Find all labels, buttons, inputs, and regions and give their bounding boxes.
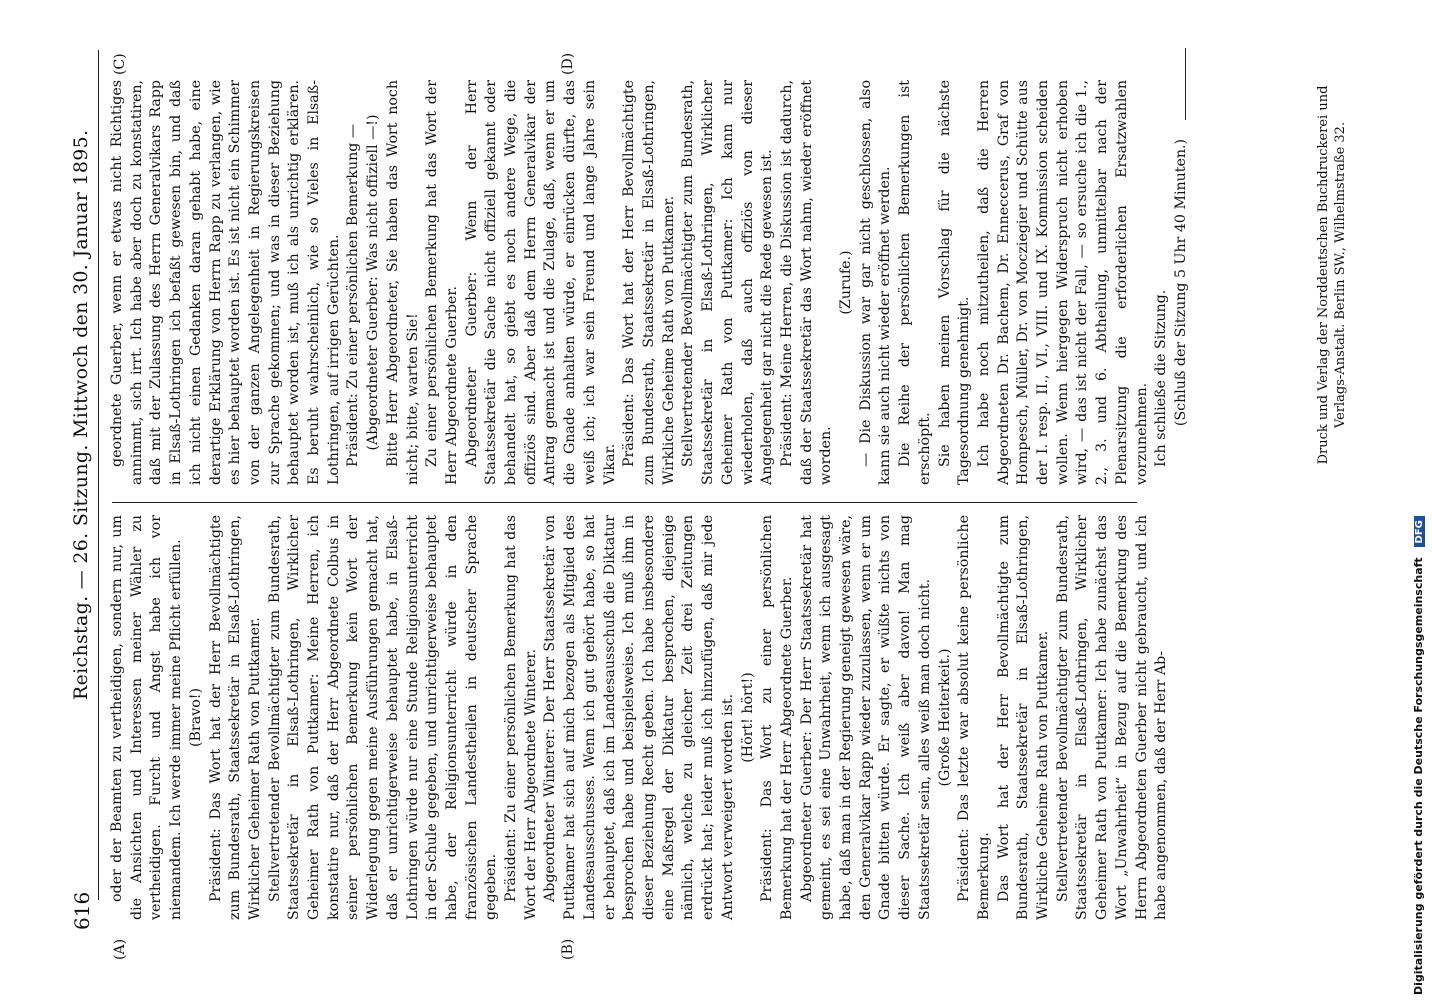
- margin-mark-a: (A): [112, 938, 128, 960]
- running-title: Reichstag. — 26. Sitzung. Mittwoch den 30. Januar 1895.: [70, 129, 92, 700]
- credit-text: Digitalisierung gefördert durch die Deutsche Forschungsgemeinschaft: [1412, 557, 1425, 995]
- left-column-paragraph: (Bravo!): [187, 688, 204, 747]
- right-column-paragraph: geordnete Guerber, wenn er etwas nicht Richtiges annimmt, sich irrt. Ich habe aber doch zu konstatiren, daß mit der Zulassung des Herrn Generalvikars Rapp in Elsaß-Lothringen ich befaßt gewesen bin, und daß ich nicht einen Gedanken daran gehabt habe, eine derartige Erklärung von Herrn Rapp zu verlangen, wie es hier behauptet worden ist. Es ist nicht ein Schimmer von der ganzen Angelegenheit in Regierungskreisen zur Sprache gekommen; und was in dieser Beziehung behauptet worden ist, muß ich als unrichtig erklären. Es beruht wahrscheinlich, wie so Vieles in Elsaß-Lothringen, auf irrigen Gerüchten.: [109, 80, 342, 485]
- margin-mark-b: (B): [560, 938, 576, 960]
- right-column-paragraph: Die Reihe der persönlichen Bemerkungen ist erschöpft.: [897, 80, 933, 485]
- left-column-paragraph: (Große Heiterkeit.): [936, 648, 953, 787]
- left-column-paragraph: Präsident: Das Wort zu einer persönlichen Bemerkung hat der Herr Abgeordnete Guerber.: [759, 515, 795, 920]
- right-column-paragraph: Präsident: Das Wort hat der Herr Bevollmächtigte zum Bundesrath, Staatssekretär in Elsaß-Lothringen, Wirkliche Geheime Rath von Puttkamer.: [621, 80, 677, 485]
- left-column-paragraph: Stellvertretender Bevollmächtigter zum Bundesrath, Staatssekretär in Elsaß-Lothringen, Wirklicher Geheimer Rath von Puttkamer: Ich habe zunächst das Wort „Unwahrheit“ in Bezug auf die Bemerkung des Herrn Abgeordneten Guerber nicht gebraucht, und ich habe angenommen, daß der Herr Ab-: [1054, 515, 1170, 920]
- left-column-paragraph: oder der Beamten zu vertheidigen, sondern nur, um die Ansichten und Interessen meiner Wähler zu vertheidigen. Furcht und Angst habe ich vor niemandem. Ich werde immer meine Pflicht erfüllen.: [109, 515, 185, 920]
- right-column-paragraph: — Die Diskussion war gar nicht geschlossen, also kann sie auch nicht wieder eröffnet werden.: [857, 80, 894, 485]
- digitization-credit: [1412, 0, 1430, 995]
- right-column-paragraph: Bitte Herr Abgeordneter, Sie haben das Wort noch nicht; bitte, warten Sie!: [384, 80, 421, 485]
- right-column-paragraph: Zu einer persönlichen Bemerkung hat das Wort der Herr Abgeordnete Guerber.: [424, 80, 460, 485]
- right-column-paragraph: Stellvertretender Bevollmächtigter zum Bundesrath, Staatssekretär in Elsaß-Lothringen, Wirklicher Geheimer Rath von Puttkamer: Ich kann nur wiederholen, daß auch offiziös von dieser Angelegenheit gar nicht die Rede gewesen ist.: [680, 80, 776, 485]
- dfg-logo: DFG: [1414, 516, 1425, 547]
- column-divider: [112, 502, 1137, 503]
- header-rule: [98, 50, 99, 900]
- right-column: [108, 80, 1192, 485]
- left-column-paragraph: Präsident: Das Wort hat der Herr Bevollmächtigte zum Bundesrath, Staatssekretär in Elsaß-Lothringen, Wirklicher Geheimer Rath von Puttkamer.: [207, 515, 263, 920]
- imprint: Druck und Verlag der Norddeutschen Buchdruckerei und Verlags-Anstalt. Berlin SW., Wilhelmstraße 32.: [1316, 85, 1348, 465]
- right-column-paragraph: (Zurufe.): [838, 250, 855, 315]
- left-column-paragraph: Präsident: Zu einer persönlichen Bemerkung hat das Wort der Herr Abgeordnete Winterer.: [503, 515, 539, 920]
- closing-rule: [1185, 48, 1186, 120]
- page-header: [60, 50, 100, 930]
- margin-mark-c: (C): [112, 53, 128, 75]
- right-column-paragraph: Präsident: Zu einer persönlichen Bemerkung —: [345, 123, 362, 467]
- left-column-paragraph: (Hört! hört!): [739, 672, 756, 763]
- left-column-paragraph: Präsident: Das letzte war absolut keine persönliche Bemerkung.: [956, 515, 992, 920]
- left-column-paragraph: Das Wort hat der Herr Bevollmächtigte zum Bundesrath, Staatssekretär in Elsaß-Lothringen, Wirkliche Geheime Rath von Puttkamer.: [995, 515, 1052, 920]
- right-column-paragraph: Ich habe noch mitzutheilen, daß die Herren Abgeordneten Dr. Bachem, Dr. Enneccerus, Graf von Hompesch, Müller, Dr. von Mocziegier und Schütte aus der I. resp. II., VI., VIII. und IX. Kommission scheiden wollen. Wenn hiergegen Widerspruch nicht erhoben wird, — das ist nicht der Fall, — so ersuche ich die 1., 2., 3. und 6. Abtheilung, unmittelbar nach der Plenarsitzung die erforderlichen Ersatzwahlen vorzunehmen.: [975, 80, 1150, 485]
- left-column: [108, 515, 1172, 920]
- left-column-paragraph: Stellvertretender Bevollmächtigter zum Bundesrath, Staatssekretär in Elsaß-Lothringen, Wirklicher Geheimer Rath von Puttkamer: Meine Herren, ich konstatire nur, daß der Herr Abgeordnete Colbus in seiner persönlichen Bemerkung kein Wort der Widerlegung gegen meine Ausführungen gemacht hat, daß er unrichtigerweise behauptet habe, in Elsaß-Lothringen würde nur eine Stunde Religionsunterricht in der Schule gegeben, und unrichtigerweise behauptet habe, der Religionsunterricht würde in den französischen Landestheilen in deutscher Sprache gegeben.: [266, 515, 500, 920]
- margin-mark-d: (D): [560, 52, 576, 75]
- right-column-paragraph: Abgeordneter Guerber: Wenn der Herr Staatssekretär die Sache nicht offiziell gekannt oder behandelt hat, so giebt es noch andere Wege, die offiziös sind. Aber daß dem Herrn Generalvikar der Antrag gemacht ist und die Zulage, daß, wenn er um die Gnade anhalten würde, er einrücken dürfte, das weiß ich; ich war sein Freund und lange Jahre sein Vikar.: [463, 80, 618, 485]
- right-column-paragraph: Ich schließe die Sitzung.: [1153, 289, 1170, 467]
- left-column-paragraph: Abgeordneter Winterer: Der Herr Staatssekretär von Puttkamer hat sich auf mich bezogen als Mitglied des Landesausschusses. Wenn ich gut gehört habe, so hat er behauptet, daß ich im Landesausschuß die Diktatur besprochen habe und beispielsweise. Ich muß ihm in dieser Beziehung Recht geben. Ich habe insbesondere eine Maßregel der Diktatur besprochen, diejenige nämlich, welche zu gleicher Zeit drei Zeitungen erdrückt hat; leider muß ich hinzufügen, daß mir jede Antwort verweigert worden ist.: [542, 515, 736, 920]
- right-column-paragraph: (Schluß der Sitzung 5 Uhr 40 Minuten.): [1172, 138, 1189, 427]
- left-column-paragraph: Abgeordneter Guerber: Der Herr Staatssekretär hat gemeint, es sei eine Unwahrheit, wenn ich ausgesagt habe, daß man in der Regierung geneigt gewesen wäre, den Generalvikar Rapp wieder zuzulassen, wenn er um Gnade bitten würde. Er sagte, er wüßte nichts von dieser Sache. Ich weiß aber davon! Man mag Staatssekretär sein, alles weiß man doch nicht.: [798, 515, 933, 920]
- right-column-paragraph: Präsident: Meine Herren, die Diskussion ist dadurch, daß der Staatssekretär das Wort nahm, wieder eröffnet worden.: [778, 80, 835, 485]
- right-column-paragraph: (Abgeordneter Guerber: Was nicht offiziell —!): [365, 114, 382, 451]
- right-column-paragraph: Sie haben meinen Vorschlag für die nächste Tagesordnung genehmigt.: [936, 80, 973, 485]
- page-number: 616: [70, 891, 94, 930]
